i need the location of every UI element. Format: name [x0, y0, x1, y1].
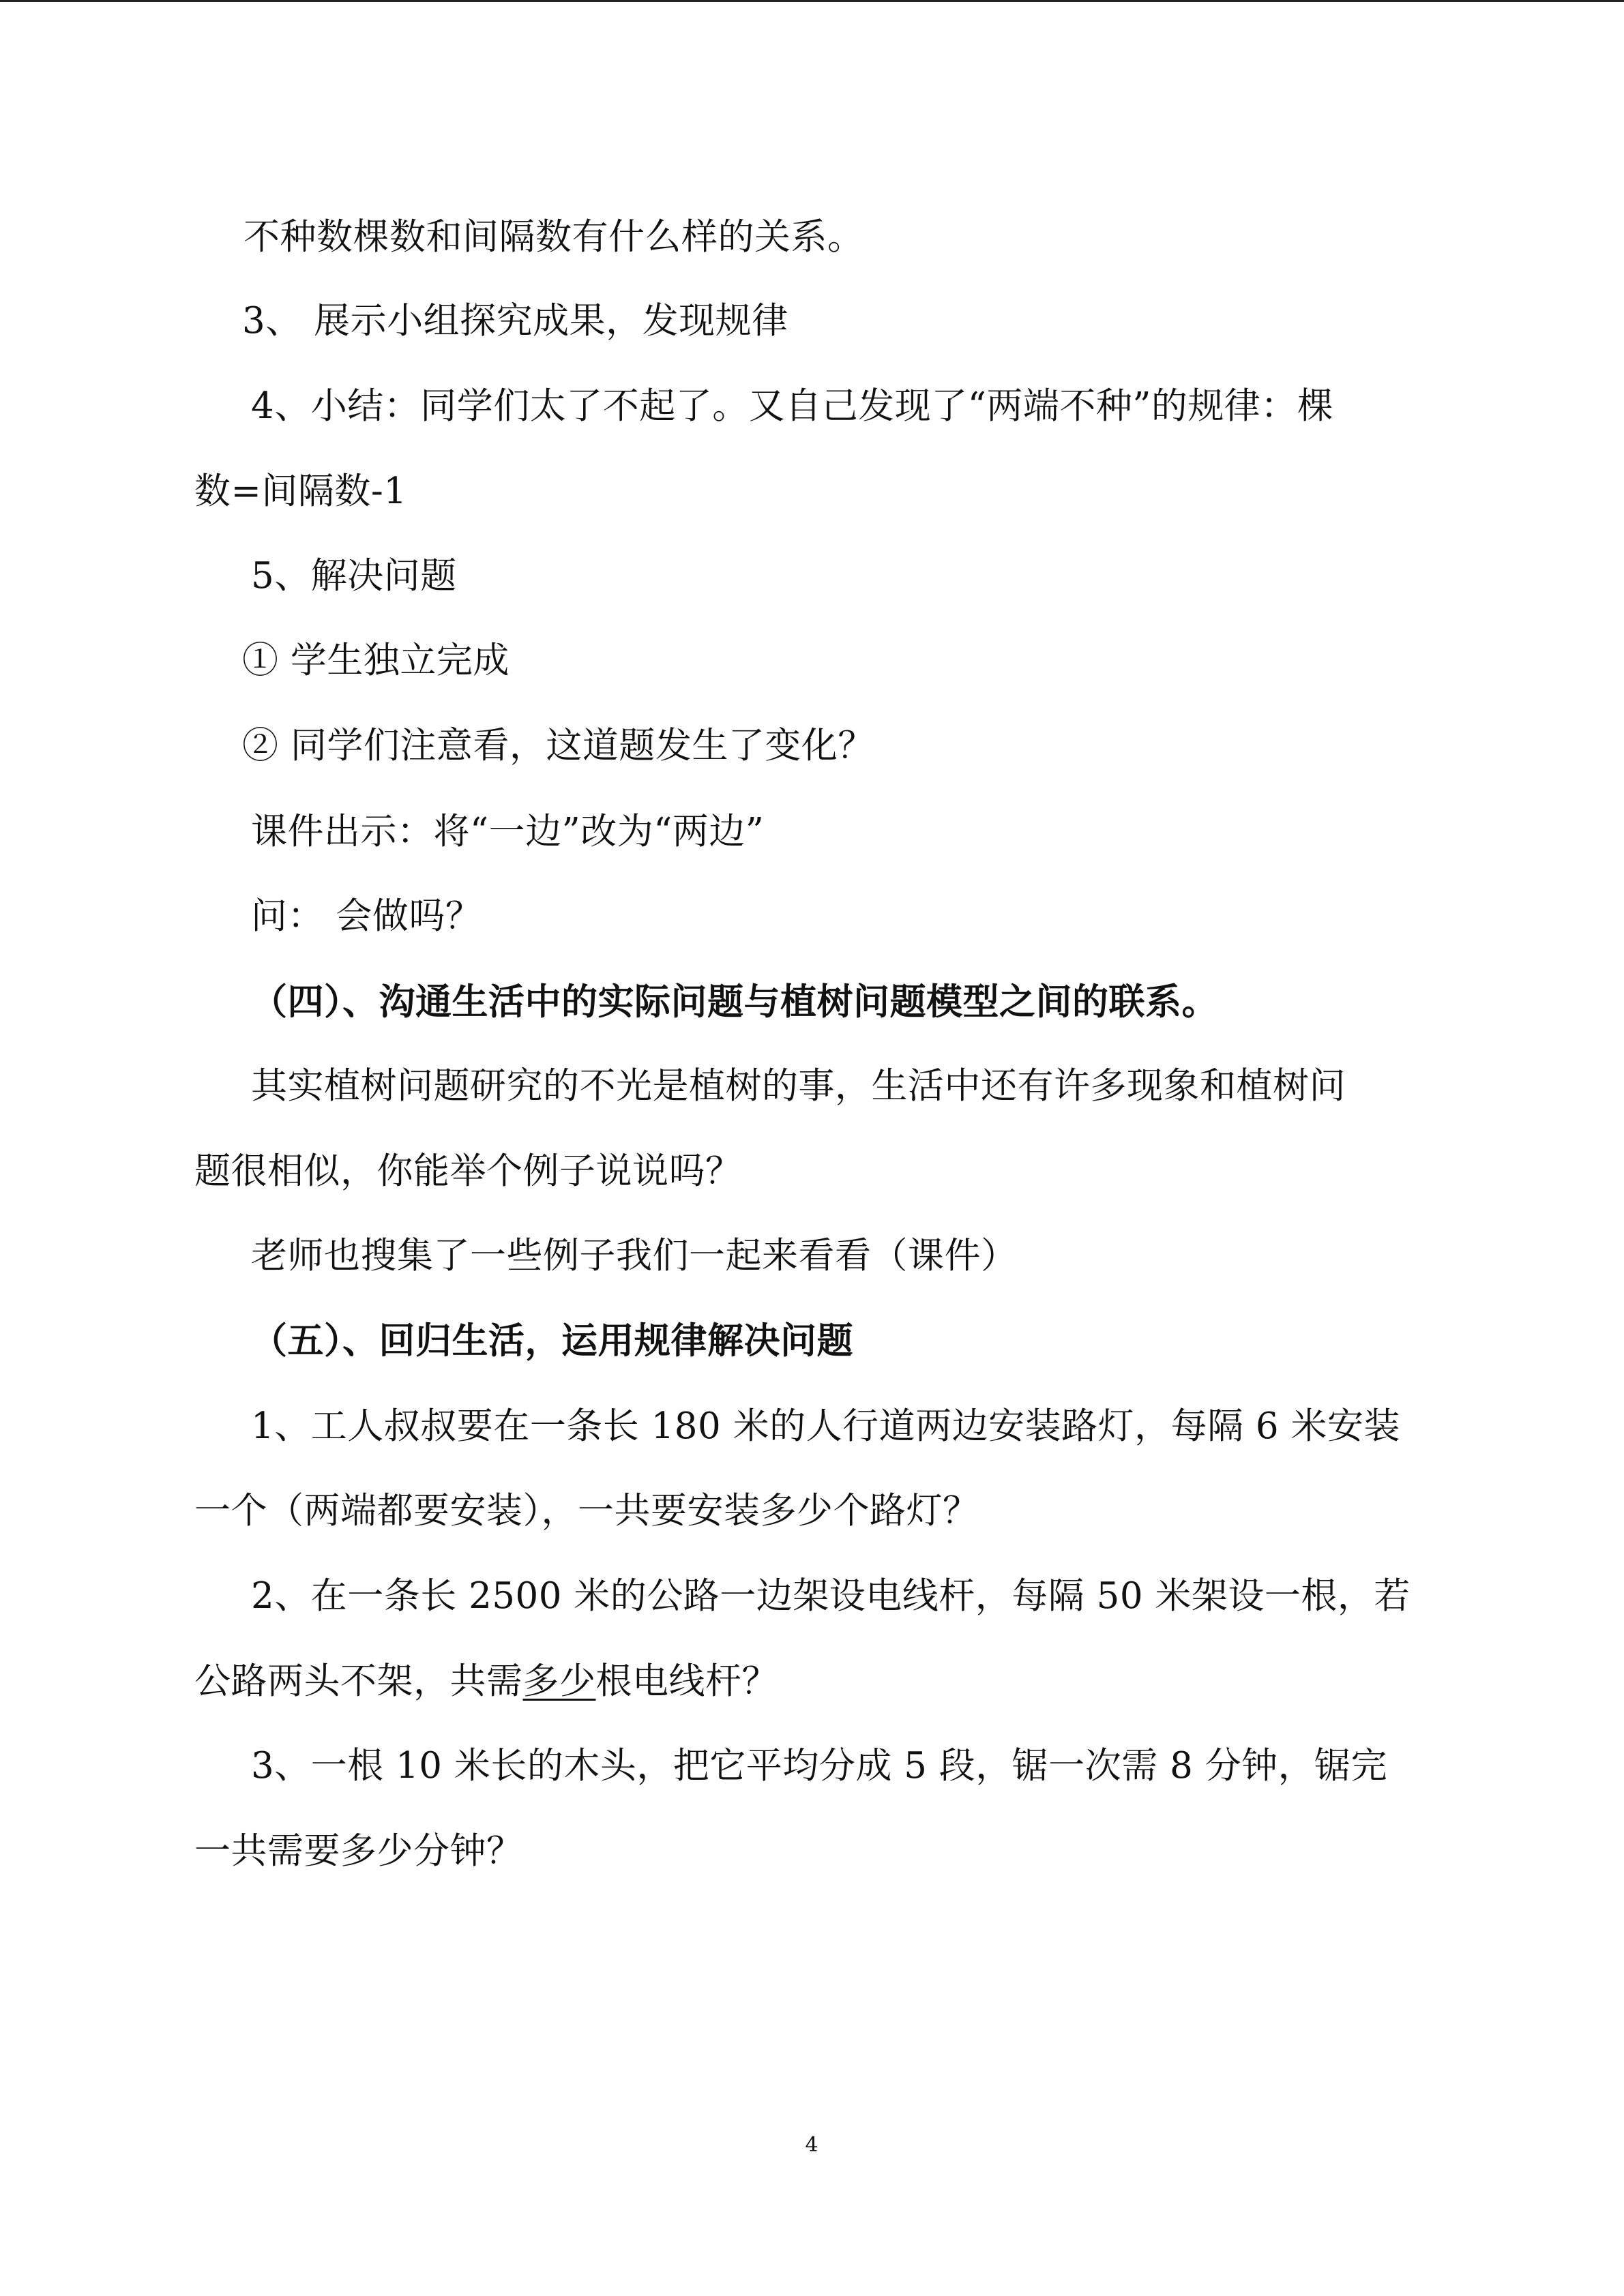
problem-1-line-1: 1、工人叔叔要在一条长 180 米的人行道两边安装路灯，每隔 6 米安装	[251, 1405, 1400, 1447]
section-4-paragraph-line-3: 老师也搜集了一些例子我们一起来看看（课件）	[251, 1235, 1018, 1277]
problem-2-line-2-start: 公路两头不架，共需	[194, 1660, 523, 1702]
section-5-heading: （五）、回归生活，运用规律解决问题	[251, 1320, 853, 1362]
page-number: 4	[805, 2133, 818, 2157]
step-4-summary-line-1: 4、小结：同学们太了不起了。又自己发现了“两端不种”的规律：棵	[251, 385, 1334, 427]
step-4-summary-line-2: 数=间隔数-1	[194, 471, 407, 512]
step-3-heading: 3、 展示小组探究成果，发现规律	[242, 300, 788, 342]
problem-3-line-1: 3、一根 10 米长的木头，把它平均分成 5 段，锯一次需 8 分钟，锯完	[251, 1745, 1388, 1787]
paragraph-line-1: 不种数棵数和间隔数有什么样的关系。	[243, 216, 864, 258]
problem-1-line-2: 一个（两端都要安装），一共要安装多少个路灯？	[194, 1490, 979, 1532]
underlined-word: 多少	[522, 1660, 596, 1702]
sub-item-1: ① 学生独立完成	[242, 640, 510, 681]
section-4-paragraph-line-2: 题很相似，你能举个例子说说吗？	[194, 1150, 742, 1192]
problem-2-line-2	[194, 1661, 778, 1702]
sub-item-2: ② 同学们注意看，这道题发生了变化？	[242, 725, 874, 766]
question-line: 问： 会做吗？	[251, 895, 482, 937]
section-4-paragraph-line-1: 其实植树问题研究的不光是植树的事，生活中还有许多现象和植树问	[251, 1065, 1346, 1107]
problem-2-line-1: 2、在一条长 2500 米的公路一边架设电线杆，每隔 50 米架设一根，若	[251, 1575, 1411, 1617]
step-5-heading: 5、解决问题	[251, 555, 457, 597]
section-4-heading: （四）、沟通生活中的实际问题与植树问题模型之间的联系。	[251, 981, 1218, 1023]
problem-3-line-2: 一共需要多少分钟？	[194, 1830, 523, 1872]
courseware-note: 课件出示：将“一边”改为“两边”	[251, 811, 765, 852]
top-border-rule	[0, 0, 1624, 2]
problem-2-line-2-end: 根电线杆？	[595, 1660, 778, 1702]
